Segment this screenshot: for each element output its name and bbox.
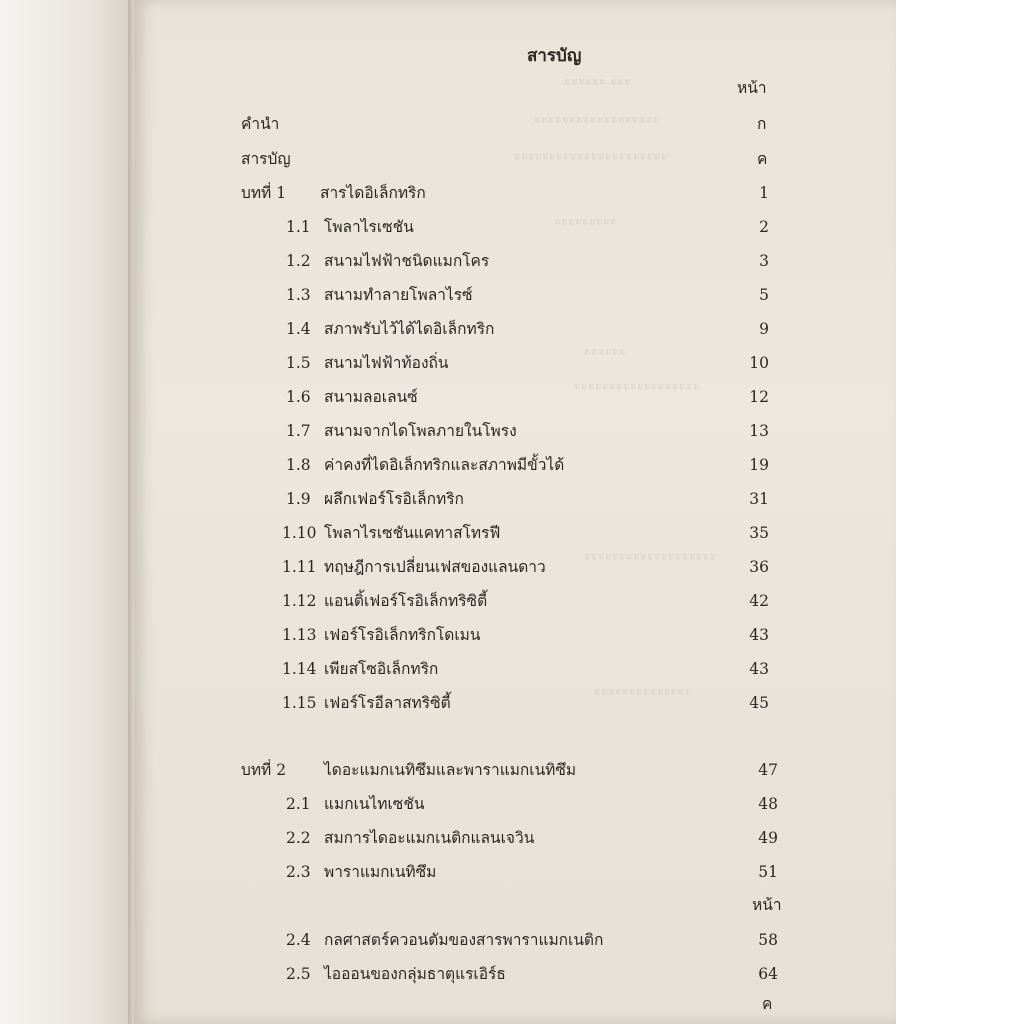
section-title: สนามไฟฟ้าชนิดแมกโคร (324, 252, 490, 270)
section-title: ทฤษฎีการเปลี่ยนเฟสของแลนดาว (324, 558, 546, 576)
section-number: 1.7 (286, 422, 311, 440)
section-number: 1.6 (286, 388, 311, 406)
section-page: 2 (759, 218, 769, 236)
entry-page: ค (757, 150, 768, 168)
section-number: 1.1 (286, 218, 311, 236)
page-folio: ค (762, 995, 773, 1013)
section-page: 49 (758, 829, 778, 847)
entry-page: ก (757, 115, 767, 133)
bleed-through: ะะะะะะะะะ (554, 214, 617, 229)
section-number: 1.3 (286, 286, 311, 304)
section-number: 1.14 (282, 660, 317, 678)
section-number: 1.4 (286, 320, 311, 338)
bleed-through: ะะะะะะ ะะะ (564, 74, 631, 89)
section-number: 2.4 (286, 931, 311, 949)
section-page: 43 (749, 626, 769, 644)
section-number: 1.8 (286, 456, 311, 474)
section-page: 35 (749, 524, 769, 542)
photo-background (896, 0, 1024, 1024)
section-page: 3 (759, 252, 769, 270)
section-title: กลศาสตร์ควอนตัมของสารพาราแมกเนติก (324, 931, 604, 949)
section-title: เฟอร์โรอิเล็กทริกโดเมน (324, 626, 481, 644)
section-page: 13 (749, 422, 769, 440)
section-title: สนามทำลายโพลาไรซ์ (324, 286, 473, 304)
page-title: สารบัญ (527, 46, 582, 66)
section-title: สนามไฟฟ้าท้องถิ่น (324, 354, 449, 372)
section-page: 51 (758, 863, 778, 881)
section-title: สมการไดอะแมกเนติกแลนเจวิน (324, 829, 535, 847)
section-page: 43 (749, 660, 769, 678)
section-page: 19 (749, 456, 769, 474)
section-page: 58 (758, 931, 778, 949)
section-number: 2.5 (286, 965, 311, 983)
section-number: 1.12 (282, 592, 317, 610)
section-page: 36 (749, 558, 769, 576)
chapter-prefix: บทที่ 1 (241, 184, 287, 202)
section-title: ค่าคงที่ไดอิเล็กทริกและสภาพมีขั้วได้ (324, 456, 565, 474)
section-title: สภาพรับไว้ได้ไดอิเล็กทริก (324, 320, 495, 338)
section-number: 2.3 (286, 863, 311, 881)
entry-label: คำนำ (241, 115, 280, 133)
section-title: สนามลอเลนซ์ (324, 388, 418, 406)
section-title: แอนติ้เฟอร์โรอิเล็กทริซิตี้ (324, 592, 488, 610)
section-number: 1.10 (282, 524, 317, 542)
bleed-through: ะะะะะะ (584, 344, 626, 359)
section-title: พาราแมกเนทิซึม (324, 863, 437, 881)
section-page: 5 (759, 286, 769, 304)
chapter-title: สารไดอิเล็กทริก (320, 184, 426, 202)
entry-label: สารบัญ (241, 150, 291, 168)
section-number: 1.9 (286, 490, 311, 508)
section-page: 45 (749, 694, 769, 712)
section-number: 1.11 (282, 558, 317, 576)
bleed-through: ะะะะะะะะะะะะะะะะะะะ (584, 549, 717, 564)
section-number: 1.15 (282, 694, 317, 712)
section-number: 2.1 (286, 795, 311, 813)
section-number: 1.5 (286, 354, 311, 372)
bleed-through: ะะะะะะะะะะะะะะะะะะ (534, 112, 660, 127)
section-title: ผลึกเฟอร์โรอิเล็กทริก (324, 490, 464, 508)
section-title: ไอออนของกลุ่มธาตุแรเอิร์ธ (324, 965, 506, 983)
bleed-through: ะะะะะะะะะะะะะะะะะะะะะะ (514, 149, 668, 164)
section-page: 9 (759, 320, 769, 338)
section-page: 10 (749, 354, 769, 372)
book-spine-shadow (0, 0, 132, 1024)
section-title: เฟอร์โรอีลาสทริซิตี้ (324, 694, 451, 712)
chapter-title: ไดอะแมกเนทิซึมและพาราแมกเนทิซึม (324, 761, 577, 779)
chapter-prefix: บทที่ 2 (241, 761, 287, 779)
section-page: 31 (749, 490, 769, 508)
section-page: 42 (749, 592, 769, 610)
bleed-through: ะะะะะะะะะะะะะะะะะะ (574, 379, 700, 394)
section-page: 48 (758, 795, 778, 813)
section-title: เพียสโซอิเล็กทริก (324, 660, 439, 678)
section-number: 2.2 (286, 829, 311, 847)
section-number: 1.2 (286, 252, 311, 270)
section-page: 12 (749, 388, 769, 406)
section-title: โพลาไรเซชันแคทาสโทรฟี (324, 524, 501, 542)
section-title: สนามจากไดโพลภายในโพรง (324, 422, 517, 440)
section-page: 64 (758, 965, 778, 983)
chapter-page: 1 (759, 184, 769, 202)
chapter-page: 47 (758, 761, 778, 779)
page-column-header: หน้า (752, 896, 782, 914)
bleed-through: ะะะะะะะะะะะะะะ (594, 684, 692, 699)
section-title: โพลาไรเซชัน (324, 218, 414, 236)
page-column-header: หน้า (737, 79, 767, 97)
section-title: แมกเนไทเซชัน (324, 795, 425, 813)
section-number: 1.13 (282, 626, 317, 644)
